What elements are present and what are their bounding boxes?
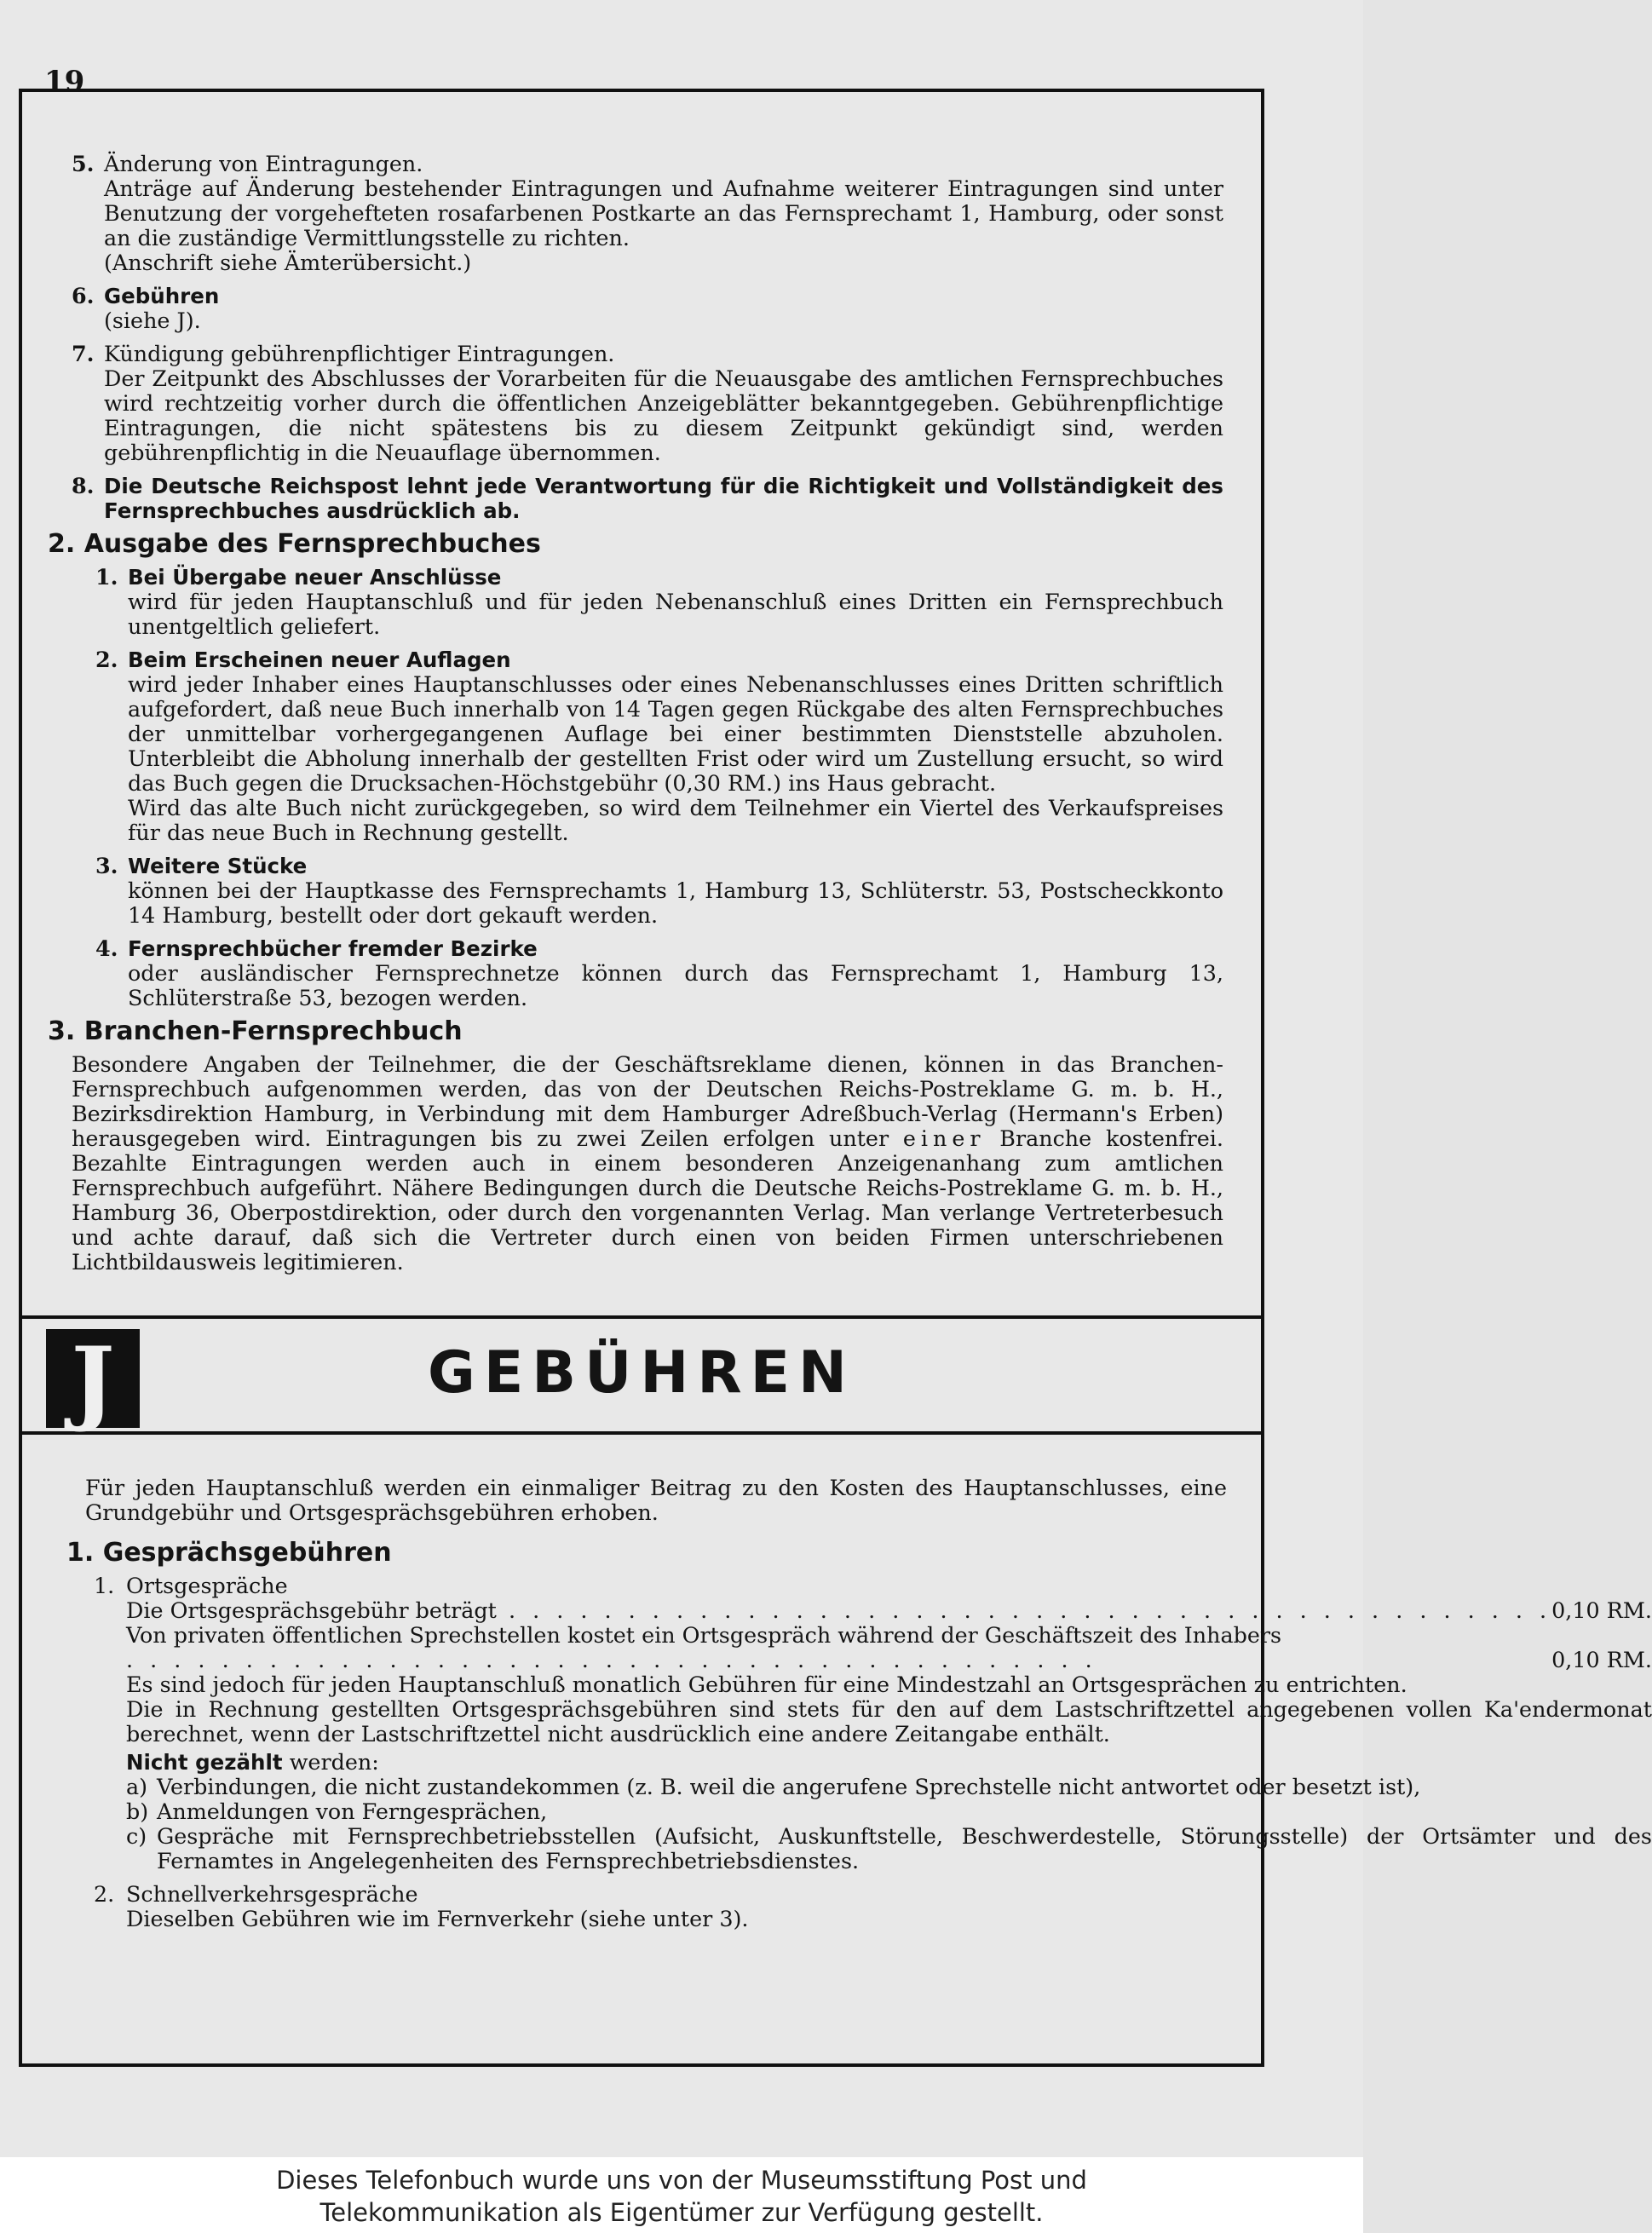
item-number: 7. (72, 341, 95, 366)
item-number: 2. (94, 1881, 115, 1907)
list-item (126, 1799, 1652, 1824)
page-number: 19 (44, 65, 85, 99)
rate-value: 0,10 RM. (1551, 1647, 1652, 1672)
rate-line-2 (126, 1623, 1652, 1672)
ownership-caption (0, 2157, 1363, 2233)
section-2-item-3 (95, 854, 1223, 928)
intro-text: Für jeden Hauptanschluß werden ein einmaliger Beitrag zu den Kosten des Hauptanschlusses, eine Grundgebühr und Ortsgesprächsgebühren erhoben. (85, 1475, 1227, 1525)
item-title: Gebühren (104, 284, 220, 308)
fees-item-1 (94, 1573, 1652, 1873)
not-counted-rest: werden: (289, 1749, 379, 1775)
leader-dots: . . . . . . . . . . . . . . . . . . . . . . . . . . . . . . . . . . . . . . . . . . . . (496, 1597, 1552, 1623)
fees-list (94, 1573, 1652, 1931)
item-note: (Anschrift siehe Ämterübersicht.) (104, 250, 472, 275)
section-3-text-a: Besondere Angaben der Teilnehmer, die der Geschäftsreklame dienen, können in das Branchen-Fernsprechbuch aufgenommen werden, das von der Deutschen Reichs-Postreklame G. m. b. H., Bezirksdirektion Hamburg, in Verbindung mit dem Hamburger Adreßbuch-Verlag (Hermann's Erben) herausgegeben wird. Eintragungen bis zu zwei Zeilen erfolgen unter (72, 1051, 1223, 1151)
section-3-text-b: Branche kostenfrei. Bezahlte Eintragungen werden auch in einem besonderen Anzeigenanhang zum amtlichen Fernsprechbuch aufgeführt. Nähere Bedingungen durch die Deutsche Reichs-Postreklame G. m. b. H., Hamburg 36, Oberpostdirektion, oder durch den vorgenannten Verlag. Man verlange Vertreterbesuch und achte darauf, daß sich die Vertreter durch einen von beiden Firmen unterschriebenen Lichtbildausweis legitimieren. (72, 1125, 1223, 1275)
item-title: Kündigung gebührenpflichtiger Eintragungen. (104, 341, 615, 366)
item-title: Beim Erscheinen neuer Auflagen (128, 647, 511, 672)
list-item (126, 1824, 1652, 1873)
section-3-emphasis: einer (902, 1125, 986, 1151)
section-2-item-2 (95, 647, 1223, 845)
item-5 (72, 152, 1223, 275)
fees-item-2 (94, 1882, 1227, 1931)
section-2-title: 2. Ausgabe des Fernsprechbuches (48, 529, 541, 559)
item-8 (72, 474, 1223, 523)
leader-dots: . . . . . . . . . . . . . . . . . . . . . . . . . . . . . . . . . . . . . . . . . (126, 1647, 1097, 1672)
section-3-text (72, 1052, 1223, 1275)
rate-value: 0,10 RM. (1551, 1597, 1652, 1623)
item-text: wird jeder Inhaber eines Hauptanschlusses oder eines Nebenanschlusses eines Dritten schriftlich aufgefordert, daß neue Buch innerhalb von 14 Tagen gegen Rückgabe des alten Fernsprechbuches der unmittelbar vorhergegangenen Auflage bei einer bestimmten Dienststelle abzuholen. Unterbleibt die Abholung innerhalb der gestellten Frist oder wird um Zustellung ersucht, so wird das Buch gegen die Drucksachen-Höchstgebühr (0,30 RM.) ins Haus gebracht. (128, 671, 1223, 796)
section-3-title: 3. Branchen-Fernsprechbuch (48, 1016, 463, 1046)
item-number: 6. (72, 283, 95, 308)
item-title: Bei Übergabe neuer Anschlüsse (128, 565, 502, 590)
section-2-item-4 (95, 936, 1223, 1010)
item-text: oder ausländischer Fernsprechnetze können durch das Fernsprechamt 1, Hamburg 13, Schlüterstraße 53, bezogen werden. (128, 960, 1223, 1010)
rate-label: Die Ortsgesprächsgebühr beträgt (126, 1597, 497, 1623)
top-section (22, 92, 1261, 1319)
list-label: c) (126, 1823, 147, 1849)
item-6 (72, 284, 1223, 333)
item-7 (72, 342, 1223, 465)
item-text: Der Zeitpunkt des Abschlusses der Vorarbeiten für die Neuausgabe des amtlichen Fernsprechbuches wird rechtzeitig vorher durch die öffentlichen Anzeigeblätter bekanntgegeben. Gebührenpflichtige Eintragungen, die nicht spätestens bis zu diesem Zeitpunkt gekündigt sind, werden gebührenpflichtig in die Neuauflage übernommen. (104, 365, 1223, 465)
item-number: 5. (72, 151, 95, 176)
item-text: Dieselben Gebühren wie im Fernverkehr (siehe unter 3). (126, 1906, 749, 1931)
item-number: 8. (72, 473, 95, 498)
rate-label: Von privaten öffentlichen Sprechstellen kostet ein Ortsgespräch während der Geschäftszeit des Inhabers (126, 1622, 1282, 1648)
list-label: b) (126, 1798, 149, 1824)
caption-line-2: Telekommunikation als Eigentümer zur Verfügung gestellt. (319, 2198, 1044, 2227)
item-number: 1. (95, 564, 118, 590)
page-frame (19, 89, 1652, 2067)
item-title: Änderung von Eintragungen. (104, 151, 423, 176)
banner-title: GEBÜHREN (428, 1339, 855, 1407)
section-1-title: 1. Gesprächsgebühren (66, 1538, 392, 1568)
item-title: Weitere Stücke (128, 854, 308, 878)
list-text: Gespräche mit Fernsprechbetriebsstellen (Aufsicht, Auskunftstelle, Beschwerdestelle, Störungsstelle) der Ortsämter und des Fernamtes in Angelegenheiten des Fernsprechbetriebsdienstes. (157, 1823, 1652, 1873)
list-text: Anmeldungen von Ferngesprächen, (157, 1798, 548, 1824)
item-number: 3. (95, 853, 118, 878)
item-text-2: Wird das alte Buch nicht zurückgegeben, so wird dem Teilnehmer ein Viertel des Verkaufspreises für das neue Buch in Rechnung gestellt. (128, 795, 1223, 845)
rate-line-1 (126, 1598, 1652, 1623)
item-title: Schnellverkehrsgespräche (126, 1881, 418, 1907)
not-counted-heading (126, 1750, 1652, 1775)
item-text: wird für jeden Hauptanschluß und für jeden Nebenanschluß eines Dritten ein Fernsprechbuch unentgeltlich geliefert. (128, 589, 1223, 639)
item-text: Es sind jedoch für jeden Hauptanschluß monatlich Gebühren für eine Mindestzahl an Ortsgesprächen zu entrichten. (126, 1672, 1407, 1697)
caption-line-1: Dieses Telefonbuch wurde uns von der Museumsstiftung Post und (276, 2166, 1087, 2195)
section-banner (22, 1319, 1261, 1435)
list-label: a) (126, 1774, 148, 1799)
item-text: Anträge auf Änderung bestehender Eintragungen und Aufnahme weiterer Eintragungen sind unter Benutzung der vorgehefteten rosafarbenen Postkarte an das Fernsprechamt 1, Hamburg, oder sonst an die zuständige Vermittlungsstelle zu richten. (104, 176, 1223, 250)
item-text: können bei der Hauptkasse des Fernsprechamts 1, Hamburg 13, Schlüterstr. 53, Postscheckkonto 14 Hamburg, bestellt oder dort gekauft werden. (128, 878, 1223, 928)
not-counted-bold: Nicht gezählt (126, 1750, 283, 1775)
section-2-item-1 (95, 565, 1223, 639)
item-title: Ortsgespräche (126, 1573, 288, 1598)
item-title: Fernsprechbücher fremder Bezirke (128, 936, 538, 961)
item-text: Die Deutsche Reichspost lehnt jede Verantwortung für die Richtigkeit und Vollständigkeit des Fernsprechbuches ausdrücklich ab. (104, 474, 1223, 523)
item-number: 4. (95, 935, 118, 961)
item-text-2: Die in Rechnung gestellten Ortsgesprächsgebühren sind stets für den auf dem Lastschriftzettel angegebenen vollen Ka'endermonat berechnet, wenn der Lastschriftzettel nicht ausdrücklich eine andere Zeitangabe enthält. (126, 1696, 1652, 1747)
item-number: 2. (95, 647, 118, 672)
list-item (126, 1775, 1652, 1799)
bottom-section (22, 1435, 1652, 1940)
section-2-list (95, 565, 1223, 1010)
list-text: Verbindungen, die nicht zustandekommen (z. B. weil die angerufene Sprechstelle nicht antwortet oder besetzt ist), (157, 1774, 1421, 1799)
section-letter: J (71, 1327, 115, 1435)
item-text: (siehe J). (104, 308, 201, 333)
item-number: 1. (94, 1573, 115, 1598)
